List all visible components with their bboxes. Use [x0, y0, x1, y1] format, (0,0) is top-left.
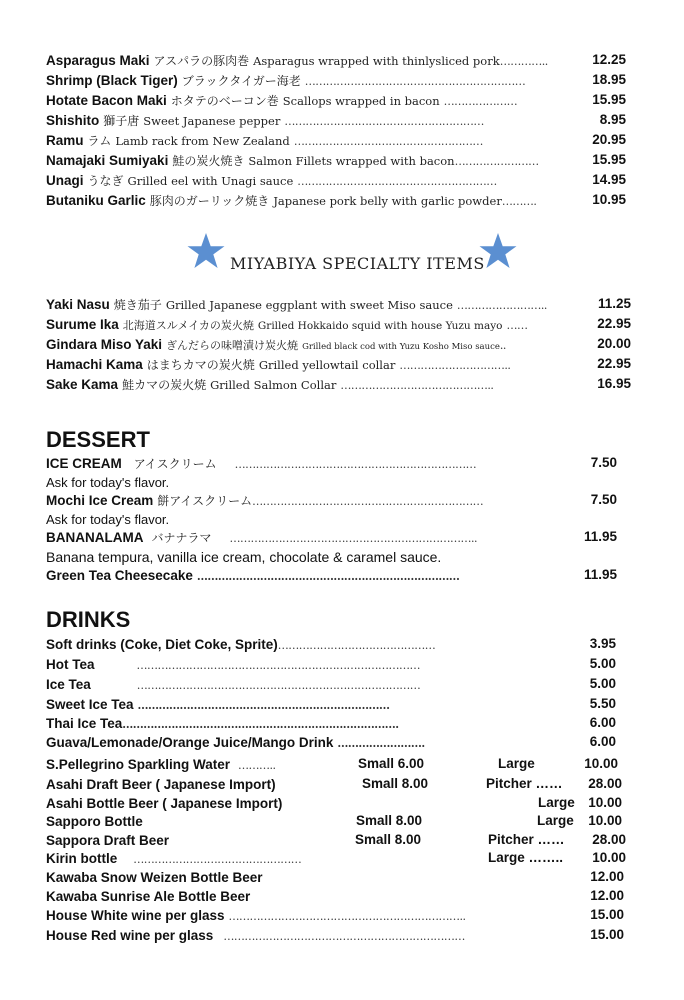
small-price: Small 8.00 [362, 776, 429, 791]
menu-item: Sweet Ice Tea ……………………………………………………………… [46, 697, 390, 712]
small-price: Small 8.00 [355, 832, 422, 847]
item-price: 15.00 [590, 907, 624, 922]
item-note: Banana tempura, vanilla ice cream, chocolate & caramel sauce. [46, 549, 442, 565]
menu-item: Hotate Bacon Maki ホタテのベーコン巻 Scallops wrapped in bacon ………………… [46, 93, 518, 108]
drinks-heading: DRINKS [46, 607, 131, 632]
menu-item: Butaniku Garlic 豚肉のガーリック焼き Japanese pork belly with garlic powder………. [46, 193, 537, 208]
item-price: 7.50 [590, 492, 617, 507]
menu-item: Shishito 獅子唐 Sweet Japanese pepper ………………………………………………… [46, 113, 484, 128]
item-price: 10.95 [592, 192, 626, 207]
menu-item: Thai Ice Tea……………………………………………………………………. [46, 716, 399, 731]
menu-item: Hot Tea ……………………………………………………………………… [46, 657, 421, 672]
item-price: 5.50 [589, 696, 616, 711]
item-note: Ask for today's flavor. [46, 475, 170, 490]
large-size-label: Large [537, 813, 574, 828]
small-price: Small 8.00 [356, 813, 423, 828]
menu-item: S.Pellegrino Sparkling Water ……….. [46, 757, 276, 772]
menu-item: Surume Ika 北海道スルメイカの炭火焼 Grilled Hokkaido squid with house Yuzu mayo …… [46, 317, 528, 332]
large-price: 10.00 [592, 850, 626, 865]
item-price: 3.95 [589, 636, 616, 651]
menu-item: Kawaba Sunrise Ale Bottle Beer [46, 889, 251, 904]
menu-item: House Red wine per glass …………………………………………………………… [46, 928, 465, 943]
menu-item: Gindara Miso Yaki ぎんだらの味噌漬け炭火焼 Grilled black cod with Yuzu Kosho Miso sauce.. [46, 337, 506, 352]
item-price: 11.95 [583, 529, 617, 544]
item-price: 12.00 [590, 888, 624, 903]
menu-item: Sapporo Bottle [46, 814, 143, 829]
item-price: 22.95 [597, 356, 631, 371]
large-price: 10.00 [588, 795, 622, 810]
large-size-label: Large [538, 795, 575, 810]
menu-item: Kawaba Snow Weizen Bottle Beer [46, 870, 263, 885]
menu-item: Asparagus Maki アスパラの豚肉巻 Asparagus wrapped with thinlysliced pork………….. [46, 53, 548, 68]
item-price: 16.95 [597, 376, 631, 391]
item-price: 20.95 [592, 132, 626, 147]
large-price: 10.00 [584, 756, 618, 771]
menu-item: Sappora Draft Beer [46, 833, 170, 848]
item-price: 7.50 [590, 455, 617, 470]
item-price: 18.95 [592, 72, 626, 87]
item-price: 11.25 [597, 296, 631, 311]
menu-item: Unagi うなぎ Grilled eel with Unagi sauce ………………………………………………… [46, 173, 497, 188]
menu-item: Ice Tea ……………………………………………………………………… [46, 677, 421, 692]
large-price: 10.00 [588, 813, 622, 828]
item-price: 15.95 [592, 152, 626, 167]
menu-item: BANANALAMA バナナラマ …………………………………………………………….. [46, 530, 478, 545]
item-price: 5.00 [589, 656, 616, 671]
menu-item: Soft drinks (Coke, Diet Coke, Sprite)……………………………………… [46, 637, 436, 652]
pitcher-label: Pitcher …… [488, 832, 565, 847]
item-price: 22.95 [597, 316, 631, 331]
star-icon [186, 232, 226, 270]
large-price: 28.00 [592, 832, 626, 847]
item-price: 20.00 [597, 336, 631, 351]
small-price: Small 6.00 [358, 756, 425, 771]
item-price: 6.00 [589, 715, 616, 730]
menu-item: ICE CREAM アイスクリーム …………………………………………………………… [46, 456, 477, 471]
menu-item: Yaki Nasu 焼き茄子 Grilled Japanese eggplant with sweet Miso sauce …………………….. [46, 297, 547, 312]
large-size-label: Large …….. [488, 850, 564, 865]
menu-item: Hamachi Kama はまちカマの炭火焼 Grilled yellowtail collar ………………………….. [46, 357, 511, 372]
menu-item: Mochi Ice Cream 餅アイスクリーム………………………………………………………… [46, 493, 484, 508]
menu-item: Green Tea Cheesecake ………………………………………………………………… [46, 568, 460, 583]
item-price: 12.00 [590, 869, 624, 884]
item-price: 8.95 [599, 112, 626, 127]
item-price: 15.95 [592, 92, 626, 107]
menu-item: Sake Kama 鮭カマの炭火焼 Grilled Salmon Collar …………………………………….. [46, 377, 494, 392]
specialty-title: MIYABIYA SPECIALTY ITEMS [230, 254, 485, 273]
item-price: 6.00 [589, 734, 616, 749]
item-price: 14.95 [592, 172, 626, 187]
menu-item: Ramu ラム Lamb rack from New Zealand ……………………………………………… [46, 133, 483, 148]
menu-item: Kirin bottle ………………………………………… [46, 851, 302, 866]
dessert-heading: DESSERT [46, 427, 150, 452]
menu-item: Shrimp (Black Tiger) ブラックタイガー海老 ……………………………………………………… [46, 73, 526, 88]
menu-item: Guava/Lemonade/Orange Juice/Mango Drink ……………………. [46, 735, 425, 750]
menu-item: Namajaki Sumiyaki 鮭の炭火焼き Salmon Fillets wrapped with bacon…………………… [46, 153, 539, 168]
menu-item: House White wine per glass ………………………………………………………….. [46, 908, 466, 923]
item-price: 5.00 [589, 676, 616, 691]
item-note: Ask for today's flavor. [46, 512, 170, 527]
pitcher-label: Pitcher …… [486, 776, 563, 791]
item-price: 12.25 [592, 52, 626, 67]
menu-item: Asahi Draft Beer ( Japanese Import) [46, 777, 276, 792]
large-price: 28.00 [588, 776, 622, 791]
star-icon [478, 232, 518, 270]
menu-item: Asahi Bottle Beer ( Japanese Import) [46, 796, 283, 811]
item-price: 11.95 [583, 567, 617, 582]
large-size-label: Large [498, 756, 535, 771]
item-price: 15.00 [590, 927, 624, 942]
